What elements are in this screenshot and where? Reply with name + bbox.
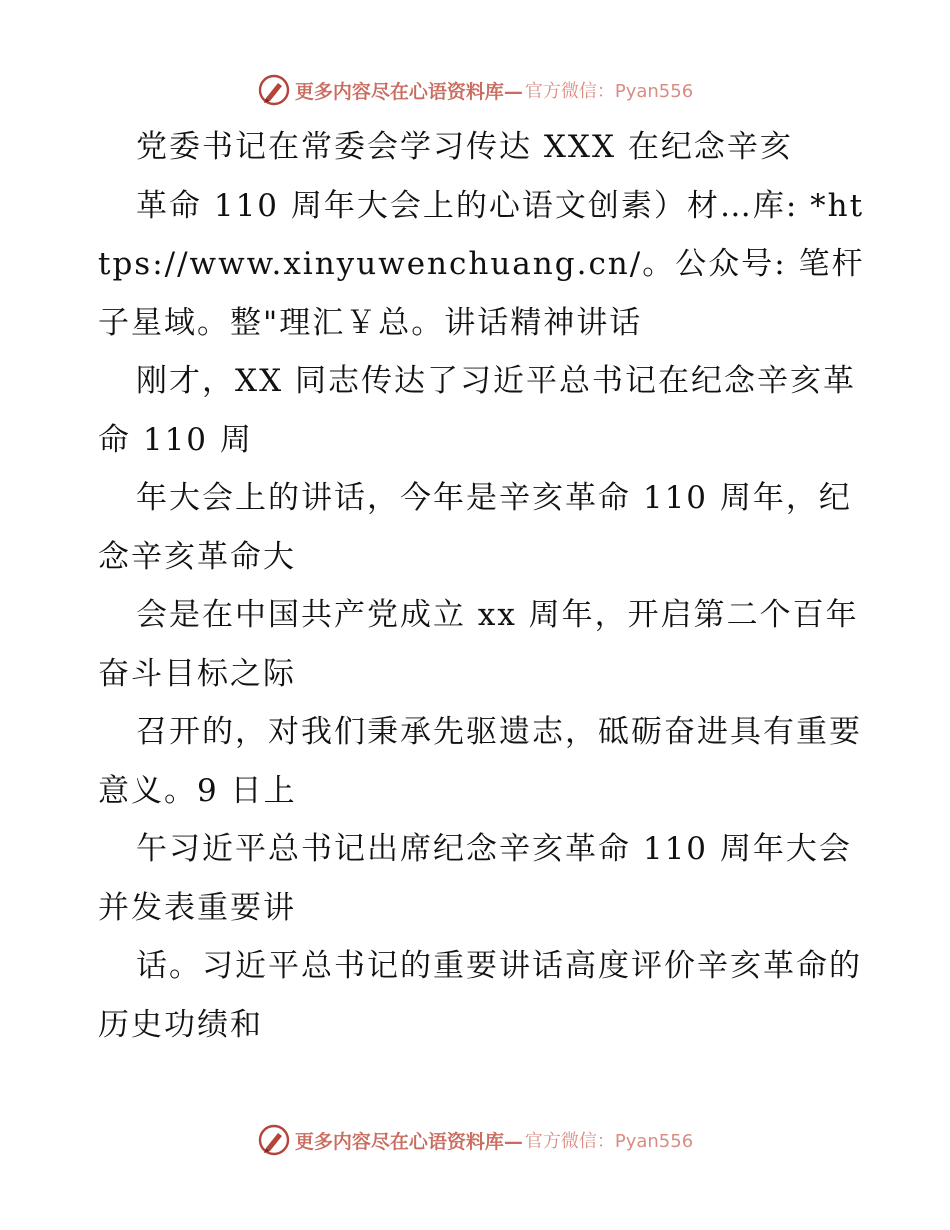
paragraph: 刚才，XX 同志传达了习近平总书记在纪念辛亥革命 110 周 (98, 363, 856, 458)
paragraph: 年大会上的讲话，今年是辛亥革命 110 周年，纪念辛亥革命大 (98, 480, 852, 575)
banner-main-text: 更多内容尽在心语资料库— (294, 1130, 523, 1153)
banner-wechat-text: 官方微信：Pyan556 (524, 1131, 694, 1152)
document-body (98, 118, 868, 1054)
paragraph: 话。习近平总书记的重要讲话高度评价辛亥革命的历史功绩和 (98, 948, 862, 1043)
pen-logo-icon (257, 1123, 291, 1157)
paragraph: 召开的，对我们秉承先驱遗志，砥砺奋进具有重要意义。9 日上 (98, 714, 862, 809)
banner-wechat-text: 官方微信：Pyan556 (524, 81, 694, 102)
header-banner (0, 70, 950, 110)
paragraph: 革命 110 周年大会上的心语文创素）材…库: *https://www.xinyuwenchuang.cn/。公众号: 笔杆子星域。整"理汇￥总。讲话精神讲话 (98, 187, 865, 341)
footer-banner (0, 1120, 950, 1160)
paragraph: 午习近平总书记出席纪念辛亥革命 110 周年大会并发表重要讲 (98, 831, 852, 926)
banner-main-text: 更多内容尽在心语资料库— (294, 80, 523, 103)
pen-logo-icon (257, 73, 291, 107)
paragraph: 党委书记在常委会学习传达 XXX 在纪念辛亥 (136, 129, 793, 165)
paragraph: 会是在中国共产党成立 xx 周年，开启第二个百年奋斗目标之际 (98, 597, 859, 692)
